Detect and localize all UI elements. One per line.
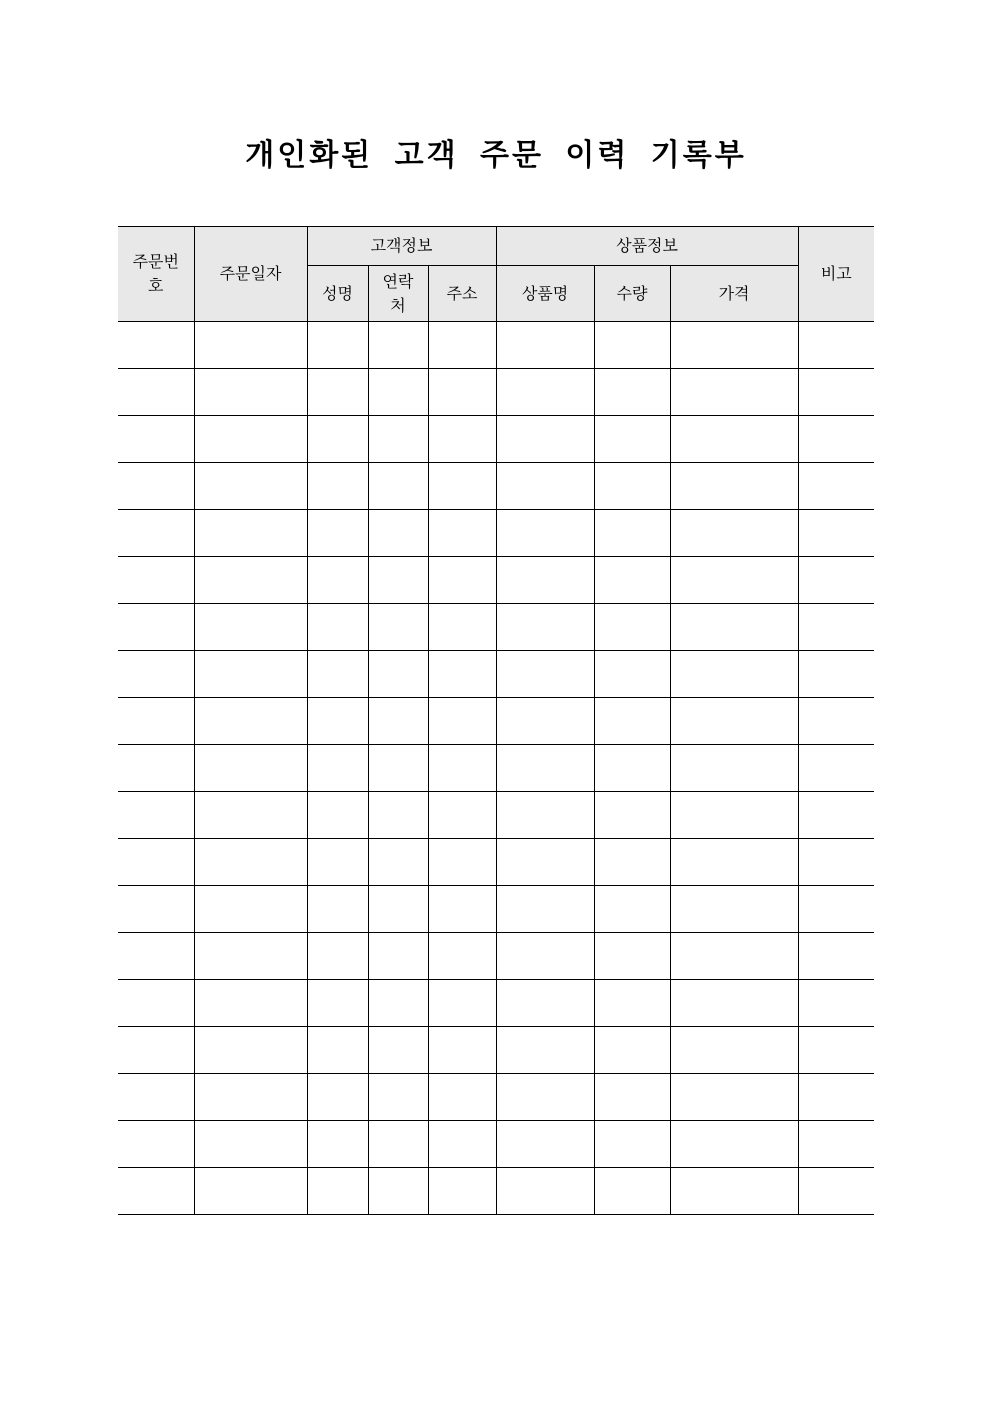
cell-order-no[interactable] xyxy=(118,604,194,651)
table-body xyxy=(118,322,874,1215)
cell-quantity[interactable] xyxy=(594,980,670,1027)
cell-product-name[interactable] xyxy=(496,1074,594,1121)
cell-price[interactable] xyxy=(670,369,798,416)
cell-product-name[interactable] xyxy=(496,557,594,604)
cell-order-date[interactable] xyxy=(194,1027,307,1074)
cell-price[interactable] xyxy=(670,557,798,604)
cell-address[interactable] xyxy=(428,557,496,604)
cell-remarks[interactable] xyxy=(798,698,874,745)
cell-name[interactable] xyxy=(307,510,368,557)
cell-name[interactable] xyxy=(307,933,368,980)
cell-contact[interactable] xyxy=(368,369,428,416)
header-contact: 연락 처 xyxy=(368,266,428,322)
cell-contact[interactable] xyxy=(368,698,428,745)
cell-order-no[interactable] xyxy=(118,1074,194,1121)
cell-product-name[interactable] xyxy=(496,651,594,698)
cell-remarks[interactable] xyxy=(798,463,874,510)
cell-address[interactable] xyxy=(428,792,496,839)
table-row xyxy=(118,745,874,792)
cell-remarks[interactable] xyxy=(798,792,874,839)
cell-product-name[interactable] xyxy=(496,1121,594,1168)
cell-contact[interactable] xyxy=(368,1121,428,1168)
cell-name[interactable] xyxy=(307,604,368,651)
cell-product-name[interactable] xyxy=(496,1168,594,1215)
cell-name[interactable] xyxy=(307,322,368,369)
cell-order-no[interactable] xyxy=(118,1168,194,1215)
cell-order-no[interactable] xyxy=(118,839,194,886)
cell-order-no[interactable] xyxy=(118,745,194,792)
header-product-info: 상품정보 xyxy=(496,227,798,266)
cell-contact[interactable] xyxy=(368,322,428,369)
cell-quantity[interactable] xyxy=(594,463,670,510)
cell-remarks[interactable] xyxy=(798,369,874,416)
table-row xyxy=(118,1121,874,1168)
header-order-no: 주문번 호 xyxy=(118,227,194,322)
header-quantity: 수량 xyxy=(594,266,670,322)
cell-product-name[interactable] xyxy=(496,698,594,745)
cell-name[interactable] xyxy=(307,416,368,463)
cell-remarks[interactable] xyxy=(798,557,874,604)
cell-remarks[interactable] xyxy=(798,839,874,886)
cell-price[interactable] xyxy=(670,745,798,792)
cell-price[interactable] xyxy=(670,1074,798,1121)
cell-name[interactable] xyxy=(307,1027,368,1074)
cell-remarks[interactable] xyxy=(798,933,874,980)
cell-product-name[interactable] xyxy=(496,886,594,933)
cell-quantity[interactable] xyxy=(594,698,670,745)
table-row xyxy=(118,698,874,745)
cell-address[interactable] xyxy=(428,463,496,510)
table-row xyxy=(118,557,874,604)
cell-price[interactable] xyxy=(670,980,798,1027)
cell-name[interactable] xyxy=(307,886,368,933)
document-title: 개인화된 고객 주문 이력 기록부 xyxy=(245,138,747,173)
cell-order-date[interactable] xyxy=(194,463,307,510)
cell-price[interactable] xyxy=(670,510,798,557)
cell-name[interactable] xyxy=(307,698,368,745)
cell-contact[interactable] xyxy=(368,792,428,839)
cell-order-date[interactable] xyxy=(194,886,307,933)
cell-contact[interactable] xyxy=(368,463,428,510)
cell-order-date[interactable] xyxy=(194,1074,307,1121)
cell-order-date[interactable] xyxy=(194,1168,307,1215)
cell-price[interactable] xyxy=(670,416,798,463)
cell-address[interactable] xyxy=(428,416,496,463)
cell-contact[interactable] xyxy=(368,1027,428,1074)
cell-order-no[interactable] xyxy=(118,933,194,980)
cell-order-date[interactable] xyxy=(194,510,307,557)
cell-price[interactable] xyxy=(670,792,798,839)
cell-address[interactable] xyxy=(428,698,496,745)
cell-name[interactable] xyxy=(307,1121,368,1168)
cell-remarks[interactable] xyxy=(798,416,874,463)
cell-price[interactable] xyxy=(670,1168,798,1215)
cell-quantity[interactable] xyxy=(594,510,670,557)
header-product-name: 상품명 xyxy=(496,266,594,322)
cell-name[interactable] xyxy=(307,745,368,792)
cell-contact[interactable] xyxy=(368,980,428,1027)
cell-address[interactable] xyxy=(428,604,496,651)
cell-order-no[interactable] xyxy=(118,886,194,933)
cell-order-no[interactable] xyxy=(118,980,194,1027)
cell-remarks[interactable] xyxy=(798,510,874,557)
cell-address[interactable] xyxy=(428,1074,496,1121)
cell-order-no[interactable] xyxy=(118,322,194,369)
cell-order-date[interactable] xyxy=(194,698,307,745)
cell-address[interactable] xyxy=(428,745,496,792)
cell-name[interactable] xyxy=(307,839,368,886)
cell-remarks[interactable] xyxy=(798,745,874,792)
table-row xyxy=(118,1074,874,1121)
cell-order-date[interactable] xyxy=(194,1121,307,1168)
cell-product-name[interactable] xyxy=(496,510,594,557)
cell-quantity[interactable] xyxy=(594,322,670,369)
cell-contact[interactable] xyxy=(368,604,428,651)
cell-order-no[interactable] xyxy=(118,1121,194,1168)
header-remarks: 비고 xyxy=(798,227,874,322)
cell-name[interactable] xyxy=(307,651,368,698)
cell-price[interactable] xyxy=(670,322,798,369)
cell-contact[interactable] xyxy=(368,510,428,557)
cell-order-date[interactable] xyxy=(194,792,307,839)
cell-product-name[interactable] xyxy=(496,980,594,1027)
cell-order-date[interactable] xyxy=(194,416,307,463)
cell-order-date[interactable] xyxy=(194,604,307,651)
cell-price[interactable] xyxy=(670,933,798,980)
cell-product-name[interactable] xyxy=(496,463,594,510)
table-row xyxy=(118,604,874,651)
cell-order-no[interactable] xyxy=(118,369,194,416)
cell-quantity[interactable] xyxy=(594,604,670,651)
cell-contact[interactable] xyxy=(368,839,428,886)
cell-name[interactable] xyxy=(307,369,368,416)
table-row xyxy=(118,416,874,463)
header-order-date: 주문일자 xyxy=(194,227,307,322)
cell-quantity[interactable] xyxy=(594,369,670,416)
cell-remarks[interactable] xyxy=(798,1121,874,1168)
cell-quantity[interactable] xyxy=(594,651,670,698)
cell-address[interactable] xyxy=(428,980,496,1027)
cell-contact[interactable] xyxy=(368,1168,428,1215)
cell-order-no[interactable] xyxy=(118,557,194,604)
cell-contact[interactable] xyxy=(368,745,428,792)
table-row xyxy=(118,369,874,416)
table-row xyxy=(118,322,874,369)
cell-price[interactable] xyxy=(670,1121,798,1168)
cell-address[interactable] xyxy=(428,1168,496,1215)
cell-quantity[interactable] xyxy=(594,1027,670,1074)
cell-order-no[interactable] xyxy=(118,463,194,510)
cell-order-no[interactable] xyxy=(118,1027,194,1074)
cell-address[interactable] xyxy=(428,369,496,416)
cell-remarks[interactable] xyxy=(798,886,874,933)
table-row xyxy=(118,886,874,933)
cell-remarks[interactable] xyxy=(798,322,874,369)
cell-name[interactable] xyxy=(307,980,368,1027)
cell-price[interactable] xyxy=(670,1027,798,1074)
cell-address[interactable] xyxy=(428,651,496,698)
cell-remarks[interactable] xyxy=(798,604,874,651)
cell-quantity[interactable] xyxy=(594,1121,670,1168)
table-row xyxy=(118,792,874,839)
header-name: 성명 xyxy=(307,266,368,322)
cell-remarks[interactable] xyxy=(798,980,874,1027)
cell-product-name[interactable] xyxy=(496,745,594,792)
cell-order-date[interactable] xyxy=(194,651,307,698)
header-address: 주소 xyxy=(428,266,496,322)
header-row-top xyxy=(118,227,874,266)
cell-order-date[interactable] xyxy=(194,369,307,416)
cell-price[interactable] xyxy=(670,886,798,933)
cell-order-date[interactable] xyxy=(194,933,307,980)
header-customer-info: 고객정보 xyxy=(307,227,496,266)
table-row xyxy=(118,1027,874,1074)
cell-order-date[interactable] xyxy=(194,557,307,604)
cell-address[interactable] xyxy=(428,886,496,933)
cell-order-no[interactable] xyxy=(118,510,194,557)
cell-name[interactable] xyxy=(307,463,368,510)
cell-address[interactable] xyxy=(428,1027,496,1074)
cell-address[interactable] xyxy=(428,839,496,886)
cell-contact[interactable] xyxy=(368,886,428,933)
cell-quantity[interactable] xyxy=(594,1074,670,1121)
cell-product-name[interactable] xyxy=(496,933,594,980)
header-price: 가격 xyxy=(670,266,798,322)
cell-name[interactable] xyxy=(307,1074,368,1121)
cell-address[interactable] xyxy=(428,510,496,557)
cell-price[interactable] xyxy=(670,698,798,745)
cell-order-date[interactable] xyxy=(194,322,307,369)
cell-address[interactable] xyxy=(428,933,496,980)
cell-order-date[interactable] xyxy=(194,980,307,1027)
cell-contact[interactable] xyxy=(368,1074,428,1121)
table-row xyxy=(118,651,874,698)
cell-product-name[interactable] xyxy=(496,839,594,886)
cell-contact[interactable] xyxy=(368,651,428,698)
cell-contact[interactable] xyxy=(368,557,428,604)
cell-remarks[interactable] xyxy=(798,1074,874,1121)
cell-product-name[interactable] xyxy=(496,322,594,369)
cell-product-name[interactable] xyxy=(496,1027,594,1074)
cell-order-no[interactable] xyxy=(118,698,194,745)
cell-quantity[interactable] xyxy=(594,1168,670,1215)
cell-address[interactable] xyxy=(428,1121,496,1168)
cell-price[interactable] xyxy=(670,839,798,886)
cell-price[interactable] xyxy=(670,463,798,510)
cell-product-name[interactable] xyxy=(496,416,594,463)
cell-remarks[interactable] xyxy=(798,1027,874,1074)
table-row xyxy=(118,980,874,1027)
cell-address[interactable] xyxy=(428,322,496,369)
table-row xyxy=(118,510,874,557)
cell-contact[interactable] xyxy=(368,933,428,980)
cell-order-date[interactable] xyxy=(194,745,307,792)
order-history-table xyxy=(118,226,874,1215)
cell-order-date[interactable] xyxy=(194,839,307,886)
cell-quantity[interactable] xyxy=(594,933,670,980)
table-row xyxy=(118,1168,874,1215)
cell-quantity[interactable] xyxy=(594,792,670,839)
cell-remarks[interactable] xyxy=(798,1168,874,1215)
cell-product-name[interactable] xyxy=(496,792,594,839)
cell-price[interactable] xyxy=(670,604,798,651)
cell-product-name[interactable] xyxy=(496,604,594,651)
table-row xyxy=(118,463,874,510)
cell-quantity[interactable] xyxy=(594,886,670,933)
cell-contact[interactable] xyxy=(368,416,428,463)
cell-quantity[interactable] xyxy=(594,416,670,463)
table-row xyxy=(118,839,874,886)
cell-price[interactable] xyxy=(670,651,798,698)
cell-quantity[interactable] xyxy=(594,745,670,792)
cell-remarks[interactable] xyxy=(798,651,874,698)
cell-name[interactable] xyxy=(307,557,368,604)
table-row xyxy=(118,933,874,980)
cell-name[interactable] xyxy=(307,792,368,839)
cell-name[interactable] xyxy=(307,1168,368,1215)
cell-quantity[interactable] xyxy=(594,839,670,886)
cell-order-no[interactable] xyxy=(118,416,194,463)
cell-product-name[interactable] xyxy=(496,369,594,416)
cell-quantity[interactable] xyxy=(594,557,670,604)
cell-order-no[interactable] xyxy=(118,792,194,839)
cell-order-no[interactable] xyxy=(118,651,194,698)
